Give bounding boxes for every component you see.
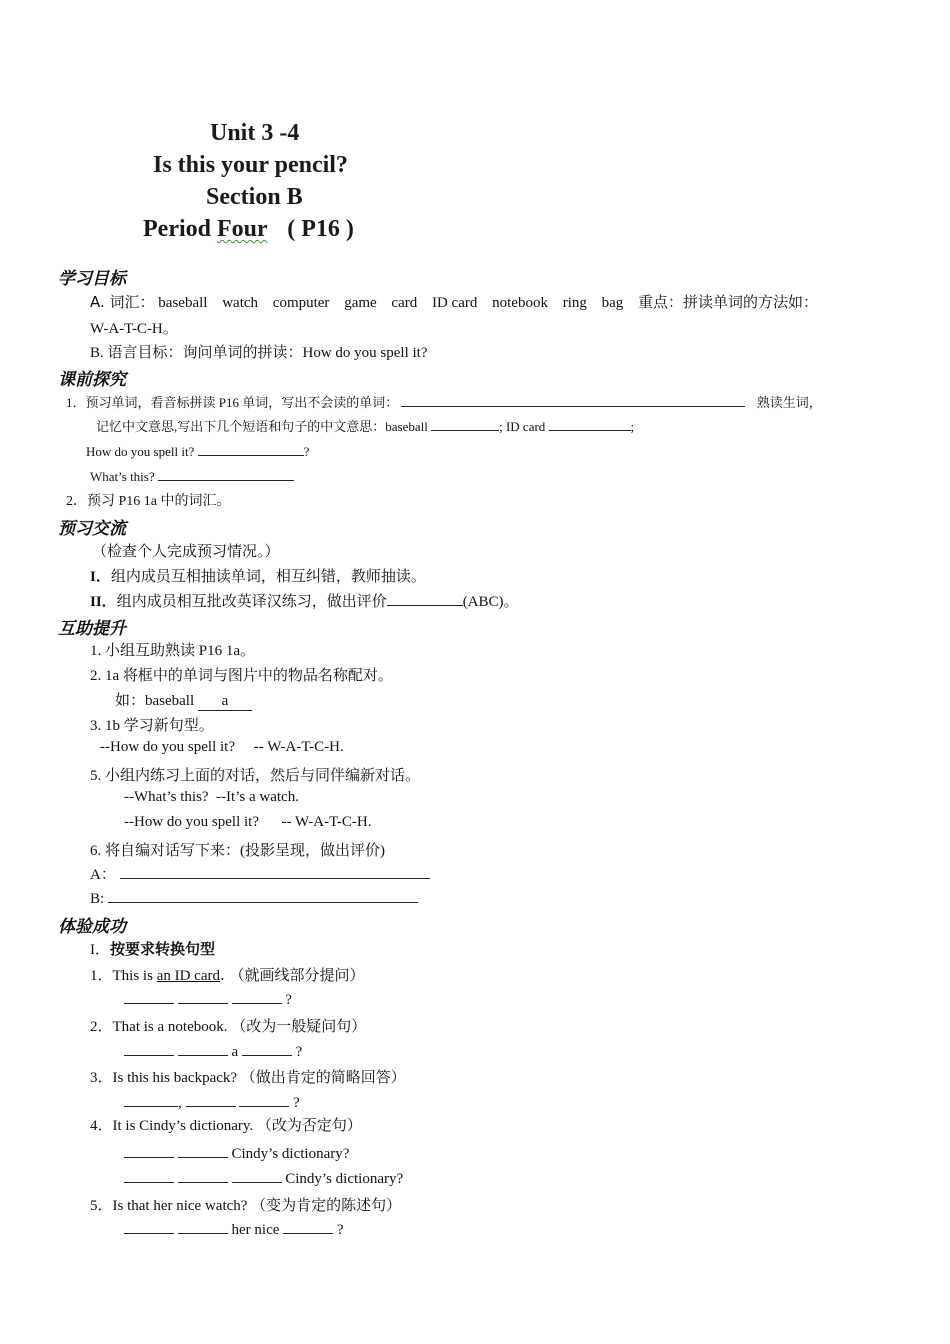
q5-tail: ? [336,1222,344,1238]
vocab-word: card [391,295,418,311]
preview-item1-line1 [66,392,822,411]
success-part-label: I． [90,942,110,958]
preview-item2: 2．预习 P16 1a 中的词汇。 [66,494,231,509]
period-word: Period [143,216,211,242]
section-title: Section B [206,184,303,210]
question-5: 5．Is that her nice watch? （变为肯定的陈述句） [90,1198,402,1214]
exchange-ii-tail: (ABC)。 [462,594,519,610]
period-title [143,216,354,243]
q3-comma: , [178,1095,182,1111]
goals-focus: 重点：拼读单词的方法如： [638,293,819,311]
answer-blank[interactable] [186,1092,236,1107]
mutual-line-5: --How do you spell it? -- W-A-T-C-H. [100,739,344,755]
example-answer-blank [198,693,252,711]
answer-blank[interactable] [178,1168,228,1183]
answer-blank[interactable] [178,1219,228,1234]
mutual-line-9: 6. 将自编对话写下来：(投影呈现，做出评价) [90,843,385,859]
mutual-line-1: 1. 小组互助熟读 P16 1a。 [90,643,256,659]
exchange-note: （检查个人完成预习情况。） [92,542,280,560]
semicolon: ; [630,419,635,434]
goals-vocab-line [90,291,818,312]
mutual-line-8: --How do you spell it? -- W-A-T-C-H. [124,814,372,830]
success-part-title [90,938,215,959]
vocab-word: bag [601,295,624,311]
answer-blank[interactable] [283,1219,333,1234]
answer-blank[interactable] [239,1092,289,1107]
dialog-b-line [90,888,418,908]
preview-item1-tail: 熟读生词， [756,395,822,410]
goals-a-prefix: A. 词汇： [90,293,155,311]
answer-blank[interactable] [124,1219,174,1234]
answer-blank[interactable] [232,1168,282,1183]
example-answer: a [221,693,229,709]
goals-heading: 学习目标 [58,269,126,289]
dialog-a-blank[interactable] [120,864,430,879]
goals-b-line: B. 语言目标：询问单词的拼读：How do you spell it? [90,345,428,361]
whats-this-line [90,466,294,485]
mutual-line-2: 2. 1a 将框中的单词与图片中的物品名称配对。 [90,668,393,684]
baseball-meaning-blank[interactable] [431,416,499,431]
dialog-a-label: A： [90,867,116,883]
answer-blank[interactable] [232,989,282,1004]
q4-ans1: Cindy’s dictionary? [231,1146,350,1162]
how-spell-line [86,441,309,460]
vocab-word: ID card [431,295,478,311]
mutual-line-4: 3. 1b 学习新句型。 [90,718,214,734]
q1-pre: 1．This is [90,968,157,984]
q1-ans-tail: ? [285,992,292,1008]
how-spell-blank[interactable] [198,441,304,456]
question-1 [90,964,365,985]
answer-4b [124,1168,403,1188]
answer-blank[interactable] [178,1143,228,1158]
q1-underlined: an ID card [156,968,220,984]
mutual-line-6: 5. 小组内练习上面的对话，然后与同伴编新对话。 [90,768,421,784]
answer-blank[interactable] [124,989,174,1004]
preview-heading: 课前探究 [58,370,126,390]
vocab-word: ring [562,295,587,311]
answer-blank[interactable] [124,1168,174,1183]
exchange-i [90,565,426,586]
mutual-line-7: --What’s this? --It’s a watch. [124,789,299,805]
vocab-word: computer [272,295,330,311]
how-spell-qmark: ? [303,444,310,459]
unknown-words-blank[interactable] [401,392,745,407]
exchange-ii-label: II． [90,594,117,610]
exchange-ii [90,590,519,611]
q5-mid: her nice [231,1222,280,1238]
answer-5 [124,1219,344,1239]
answer-4a [124,1143,349,1163]
question-4: 4．It is Cindy’s dictionary. （改为否定句） [90,1118,362,1134]
q2-tail: ? [295,1044,303,1060]
question-2: 2．That is a notebook. （改为一般疑问句） [90,1019,367,1035]
q1-post: . （就画线部分提问） [219,966,365,984]
exchange-ii-text: 组内成员相互批改英译汉练习，做出评价 [116,592,387,610]
answer-blank[interactable] [242,1041,292,1056]
dialog-b-label: B: [90,891,105,907]
q2-mid: a [231,1044,239,1060]
whats-this-blank[interactable] [158,466,294,481]
answer-blank[interactable] [124,1041,174,1056]
exchange-i-label: I． [90,569,111,585]
answer-blank[interactable] [124,1143,174,1158]
id-card-label: ; ID card [499,419,546,434]
preview-item1-line2 [96,416,634,435]
answer-blank[interactable] [178,1041,228,1056]
answer-1 [124,989,292,1009]
example-prefix: 如：baseball [115,693,195,709]
vocab-word: watch [222,295,259,311]
vocab-word: baseball [158,295,208,311]
mutual-line-3 [115,689,252,711]
q4-ans2: Cindy’s dictionary? [285,1171,404,1187]
vocab-word: notebook [492,295,548,311]
period-four: Four [216,216,268,242]
answer-3 [124,1092,300,1112]
period-page: ( P16 ) [287,216,354,242]
whats-this-text: What’s this? [90,469,155,484]
preview-item1-line2-text: 记忆中文意思,写出下几个短语和句子的中文意思：baseball [96,419,428,434]
unit-title: Unit 3 -4 [210,120,300,146]
vocab-word: game [344,295,377,311]
lesson-title: Is this your pencil? [153,152,348,178]
id-card-meaning-blank[interactable] [549,416,631,431]
exchange-i-text: 组内成员互相抽读单词，相互纠错，教师抽读。 [110,567,426,585]
how-spell-text: How do you spell it? [86,444,195,459]
success-part-text: 按要求转换句型 [110,940,216,958]
answer-blank[interactable] [178,989,228,1004]
answer-blank[interactable] [124,1092,178,1107]
answer-2 [124,1041,302,1061]
dialog-b-blank[interactable] [108,888,418,903]
exchange-heading: 预习交流 [58,519,126,539]
question-3: 3．Is this his backpack? （做出肯定的简略回答） [90,1070,406,1086]
dialog-a-line [90,863,430,884]
q3-tail: ? [293,1095,300,1111]
goals-a-line2: W-A-T-C-H。 [90,321,178,337]
mutual-heading: 互助提升 [58,619,126,639]
preview-item1-text: 1．预习单词，看音标拼读 P16 单词，写出不会读的单词： [66,395,399,410]
success-heading: 体验成功 [58,917,126,937]
evaluation-blank[interactable] [387,591,463,606]
